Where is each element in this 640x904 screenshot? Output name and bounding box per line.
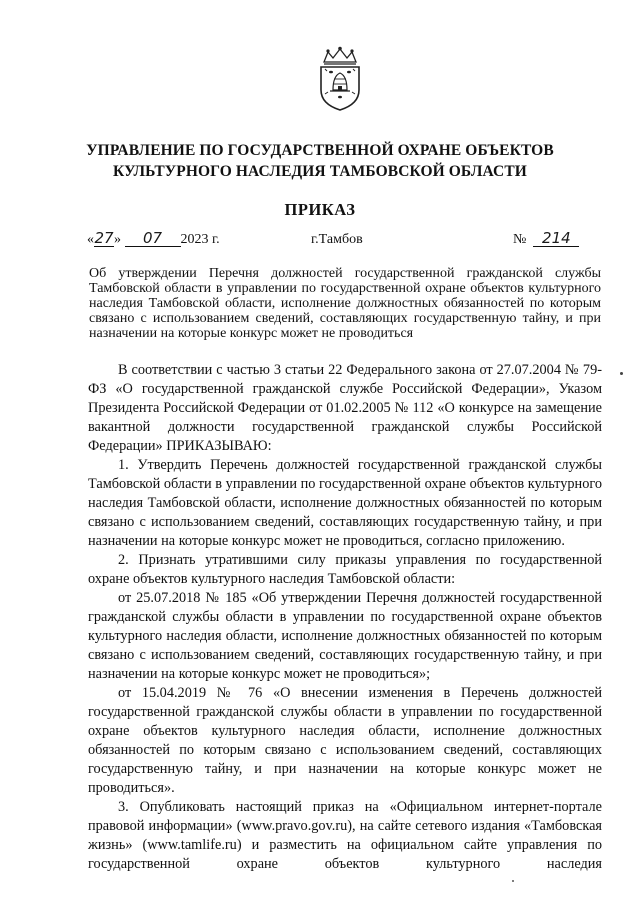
date-number-line (87, 230, 602, 252)
item-2b-paragraph: от 15.04.2019 № 76 «О внесении изменения в Перечень должностей государственной гражданской службы области в управлении по государственной охране объектов культурного наследия области, исполнение должностных обязанностей по которым связано с использованием сведений, составляющих государственную тайну, и при назначении на которые конкурс может не проводиться». (88, 685, 602, 796)
order-date (87, 230, 220, 248)
item-2-paragraph: 2. Признать утратившими силу приказы управления по государственной охране объектов культурного наследия Тамбовской области: (88, 552, 602, 587)
number-sign: № (513, 232, 527, 247)
order-city: г.Тамбов (311, 232, 363, 247)
order-month: 07 (125, 230, 181, 247)
item-1-paragraph: 1. Утвердить Перечень должностей государственной гражданской службы Тамбовской области в управлении по государственной охране объектов культурного наследия Тамбовской области, исполнение должностных обязанностей по которым связано с использованием сведений, составляющих государственную тайну, и при назначении на которые конкурс может не проводиться, согласно приложению. (88, 457, 602, 549)
quote-open: « (87, 232, 94, 247)
scan-speck (620, 372, 623, 375)
order-number: 214 (533, 230, 579, 247)
order-day: 27 (94, 229, 114, 247)
order-number-block (513, 230, 579, 248)
scan-speck (512, 880, 514, 882)
organization-line-1: УПРАВЛЕНИЕ ПО ГОСУДАРСТВЕННОЙ ОХРАНЕ ОБЪЕКТОВ (86, 142, 554, 159)
organization-heading (60, 140, 580, 182)
document-type: ПРИКАЗ (284, 200, 356, 219)
organization-line-2: КУЛЬТУРНОГО НАСЛЕДИЯ ТАМБОВСКОЙ ОБЛАСТИ (113, 163, 527, 180)
order-subject: Об утверждении Перечня должностей государственной гражданской службы Тамбовской области в управлении по государственной охране объектов культурного наследия Тамбовской области, исполнение должностных обязанностей по которым связано с использованием сведений, составляющих государственную тайну, и при назначении на которые конкурс может не проводиться (89, 266, 601, 341)
preamble-paragraph: В соответствии с частью 3 статьи 22 Федерального закона от 27.07.2004 № 79-ФЗ «О государственной гражданской службе Российской Федерации», Указом Президента Российской Федерации от 01.02.2005 № 112 «О конкурсе на замещение вакантной должности государственной гражданской службы Российской Федерации» ПРИКАЗЫВАЮ: (88, 362, 602, 454)
item-2a-paragraph: от 25.07.2018 № 185 «Об утверждении Перечня должностей государственной гражданской службы области в управлении по государственной охране объектов культурного наследия области, исполнение должностных обязанностей по которым связано с использованием сведений, составляющих государственную тайну, и при назначении на которые конкурс может не проводиться»; (88, 590, 602, 682)
order-body (88, 361, 602, 874)
tambov-coat-of-arms-icon (316, 46, 364, 112)
order-year: 2023 г. (180, 232, 220, 247)
item-3-paragraph: 3. Опубликовать настоящий приказ на «Официальном интернет-портале правовой информации» (www.pravo.gov.ru), на сайте сетевого издания «Тамбовская жизнь» (www.tamlife.ru) и разместить на официальном сайте управления по государственной охране объектов культурного наследия (88, 799, 602, 872)
quote-close: » (114, 232, 121, 247)
